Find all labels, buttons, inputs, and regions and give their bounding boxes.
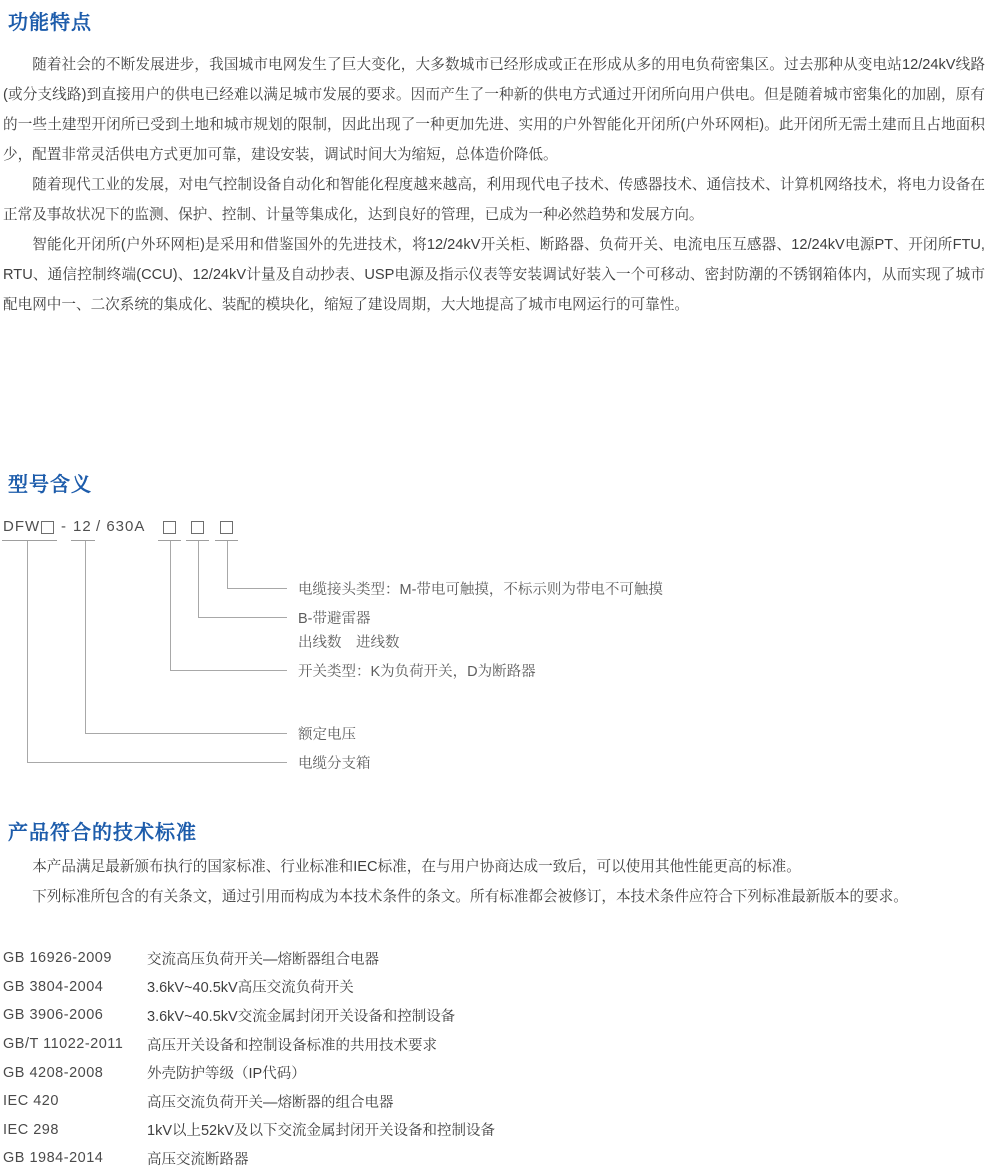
standard-code: GB 1984-2014: [3, 1150, 104, 1167]
standard-description: 高压交流负荷开关—熔断器的组合电器: [147, 1094, 394, 1111]
model-voltage-text: 12: [73, 518, 92, 535]
standards-list: [3, 944, 985, 1173]
standard-description: 外壳防护等级（IP代码）: [147, 1066, 306, 1083]
model-cablehead-box: [220, 521, 233, 534]
standard-description: 交流高压负荷开关—熔断器组合电器: [147, 951, 379, 968]
leader-rated-voltage: [85, 541, 86, 733]
leader-switch-type: [170, 541, 171, 670]
connector-rated-voltage: [85, 733, 287, 734]
label-switch-type: 开关类型：K为负荷开关，D为断路器: [298, 664, 536, 680]
standard-row: [3, 1001, 985, 1030]
standard-code: GB/T 11022-2011: [3, 1036, 124, 1053]
label-cable-head: 电缆接头类型：M-带电可触摸，不标示则为带电不可触摸: [298, 582, 663, 598]
standard-code: GB 3804-2004: [3, 978, 104, 995]
standard-description: 高压开关设备和控制设备标准的共用技术要求: [147, 1037, 437, 1054]
standard-description: 高压交流断路器: [147, 1151, 249, 1168]
standard-code: IEC 420: [3, 1093, 59, 1110]
standards-text-block: [3, 852, 985, 912]
leader-cable-branch-box: [27, 541, 28, 762]
standard-row: [3, 1030, 985, 1059]
underline-prefix: [2, 540, 57, 541]
model-prefix-text: DFW: [3, 518, 41, 535]
features-paragraph-1: 随着社会的不断发展进步，我国城市电网发生了巨大变化，大多数城市已经形成或正在形成从多的用电负荷密集区。过去那种从变电站12/24kV线路(或分支线路)到直接用户的供电已经难以满足城市发展的要求。因而产生了一种新的供电方式通过开闭所向用户供电。但是随着城市密集化的加剧，原有的一些土建型开闭所已受到土地和城市规划的限制，因此出现了一种更加先进、实用的户外智能化开闭所(户外环网柜)。此开闭所无需土建而且占地面积少，配置非常灵活供电方式更加可靠，建设安装，调试时间大为缩短，总体造价降低。: [3, 57, 985, 163]
standard-code: GB 4208-2008: [3, 1064, 104, 1081]
underline-voltage: [71, 540, 95, 541]
standard-row: [3, 1144, 985, 1173]
standard-row: [3, 1116, 985, 1145]
features-section-title: 功能特点: [8, 12, 92, 34]
standards-section-title: 产品符合的技术标准: [8, 822, 197, 844]
leader-cable-head: [227, 541, 228, 588]
connector-cable-head: [227, 588, 287, 589]
standard-code: GB 3906-2006: [3, 1007, 104, 1024]
features-text-block: [3, 50, 985, 320]
model-switch-box: [163, 521, 176, 534]
features-paragraph-2: 随着现代工业的发展，对电气控制设备自动化和智能化程度越来越高，利用现代电子技术、传感器技术、通信技术、计算机网络技术，将电力设备在正常及事故状况下的监测、保护、控制、计量等集成化，达到良好的管理，已成为一种必然趋势和发展方向。: [3, 177, 985, 223]
features-paragraph-3: 智能化开闭所(户外环网柜)是采用和借鉴国外的先进技术，将12/24kV开关柜、断路器、负荷开关、电流电压互感器、12/24kV电源PT、开闭所FTU, RTU、通信控制终端(CCU)、12/24kV计量及自动抄表、USP电源及指示仪表等安装调试好装入一个可移动、密封防潮的不锈钢箱体内，从而实现了城市配电网中一、二次系统的集成化、装配的模块化，缩短了建设周期，大大地提高了城市电网运行的可靠性。: [3, 237, 985, 313]
standard-code: IEC 298: [3, 1121, 59, 1138]
standard-description: 1kV以上52kV及以下交流金属封闭开关设备和控制设备: [147, 1123, 496, 1140]
label-rated-voltage: 额定电压: [298, 727, 356, 743]
model-separator: -: [61, 518, 67, 535]
standards-paragraph-1: 本产品满足最新颁布执行的国家标准、行业标准和IEC标准，在与用户协商达成一致后，可以使用其他性能更高的标准。: [32, 859, 801, 875]
standard-code: GB 16926-2009: [3, 950, 112, 967]
label-lines-count: 出线数 进线数: [298, 635, 400, 651]
model-meaning-diagram: [0, 510, 990, 802]
standards-paragraph-2: 下列标准所包含的有关条文，通过引用而构成为本技术条件的条文。所有标准都会被修订，本技术条件应符合下列标准最新版本的要求。: [32, 889, 908, 905]
model-section-title: 型号含义: [8, 474, 92, 496]
connector-switch-type: [170, 670, 287, 671]
standard-row: [3, 973, 985, 1002]
standard-row: [3, 1087, 985, 1116]
connector-arrester: [198, 617, 287, 618]
model-current-text: / 630A: [96, 518, 146, 535]
label-cable-branch-box: 电缆分支箱: [298, 756, 371, 772]
leader-arrester: [198, 541, 199, 617]
model-type-box: [41, 521, 54, 534]
standard-row: [3, 1058, 985, 1087]
connector-cable-branch-box: [27, 762, 287, 763]
label-arrester: B-带避雷器: [298, 611, 371, 627]
standard-description: 3.6kV~40.5kV高压交流负荷开关: [147, 980, 354, 997]
standard-row: [3, 944, 985, 973]
standard-description: 3.6kV~40.5kV交流金属封闭开关设备和控制设备: [147, 1008, 456, 1025]
model-arrester-box: [191, 521, 204, 534]
